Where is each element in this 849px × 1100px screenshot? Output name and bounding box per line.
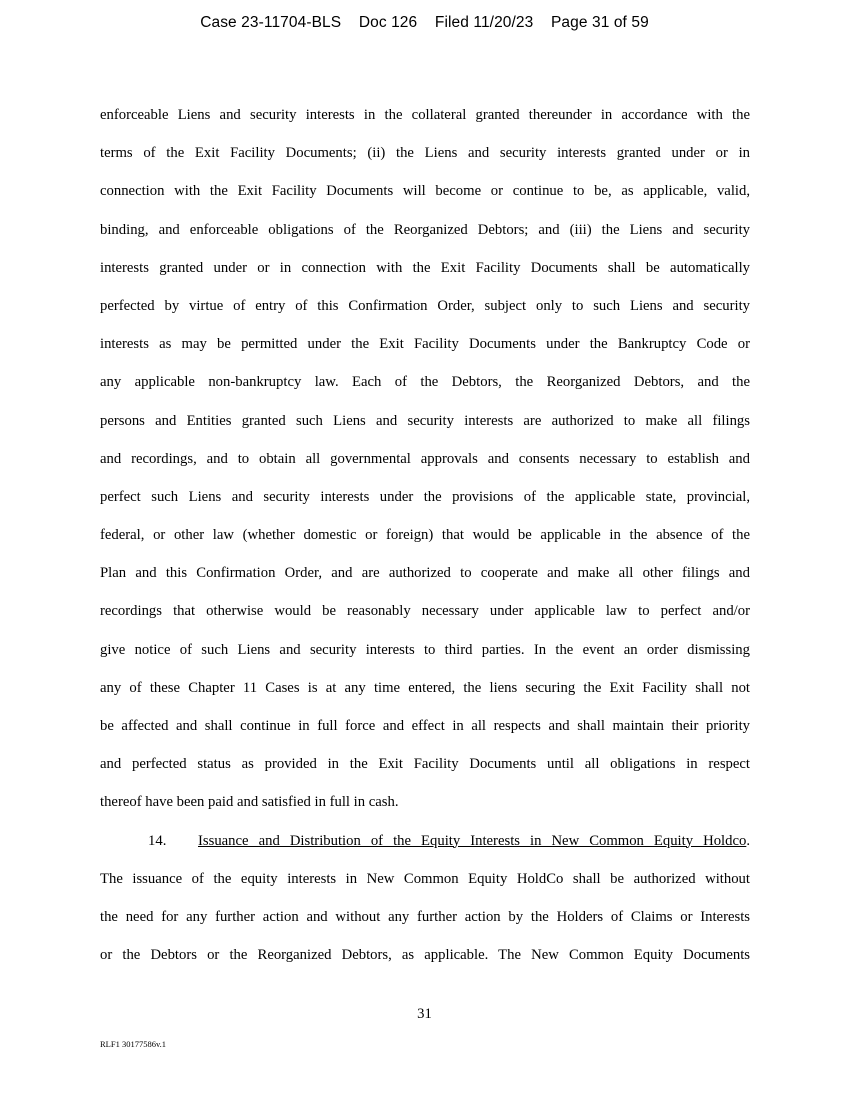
body-line: be affected and shall continue in full force and effect in all respects and shall maintain their priority (100, 718, 750, 734)
body-line: terms of the Exit Facility Documents; (ii) the Liens and security interests granted under or in (100, 145, 750, 162)
document-body (100, 96, 750, 974)
body-line: interests as may be permitted under the Exit Facility Documents under the Bankruptcy Code or (100, 336, 750, 353)
body-line: perfect such Liens and security interests under the provisions of the applicable state, provincial, (100, 488, 750, 505)
body-line: federal, or other law (whether domestic or foreign) that would be applicable in the absence of the (100, 527, 750, 544)
page-number: 31 (417, 1006, 432, 1022)
body-line: connection with the Exit Facility Documents will become or continue to be, as applicable, valid, (100, 183, 750, 200)
body-line: recordings that otherwise would be reasonably necessary under applicable law to perfect and/or (100, 603, 750, 620)
body-line: the need for any further action and without any further action by the Holders of Claims or Interests (100, 908, 750, 925)
body-line: perfected by virtue of entry of this Confirmation Order, subject only to such Liens and security (100, 297, 750, 314)
body-line: or the Debtors or the Reorganized Debtors, as applicable. The New Common Equity Documents (100, 947, 750, 964)
body-line: enforceable Liens and security interests in the collateral granted thereunder in accordance with the (100, 107, 750, 123)
body-line: Plan and this Confirmation Order, and are authorized to cooperate and make all other filings and (100, 565, 750, 582)
body-line: persons and Entities granted such Liens and security interests are authorized to make all filings (100, 412, 750, 429)
paragraph-number: 14. (148, 832, 167, 849)
body-line: any applicable non-bankruptcy law. Each of the Debtors, the Reorganized Debtors, and the (100, 374, 750, 391)
document-id: RLF1 30177586v.1 (100, 1039, 167, 1049)
body-line: and recordings, and to obtain all governmental approvals and consents necessary to establish and (100, 450, 750, 467)
body-line: interests granted under or in connection with the Exit Facility Documents shall be automatically (100, 259, 750, 276)
body-line: The issuance of the equity interests in New Common Equity HoldCo shall be authorized without (100, 870, 750, 887)
body-line: any of these Chapter 11 Cases is at any time entered, the liens securing the Exit Facility shall not (100, 679, 750, 696)
heading-period: . (746, 832, 750, 849)
body-line: binding, and enforceable obligations of the Reorganized Debtors; and (iii) the Liens and security (100, 221, 750, 238)
paragraph-14-heading (100, 822, 750, 860)
body-line: give notice of such Liens and security interests to third parties. In the event an order dismissing (100, 641, 750, 658)
body-line: thereof have been paid and satisfied in full in cash. (100, 794, 399, 811)
case-header: Case 23-11704-BLS Doc 126 Filed 11/20/23 Page 31 of 59 (200, 14, 649, 31)
body-line: and perfected status as provided in the Exit Facility Documents until all obligations in respect (100, 756, 750, 773)
section-heading: Issuance and Distribution of the Equity Interests in New Common Equity Holdco (198, 832, 747, 849)
